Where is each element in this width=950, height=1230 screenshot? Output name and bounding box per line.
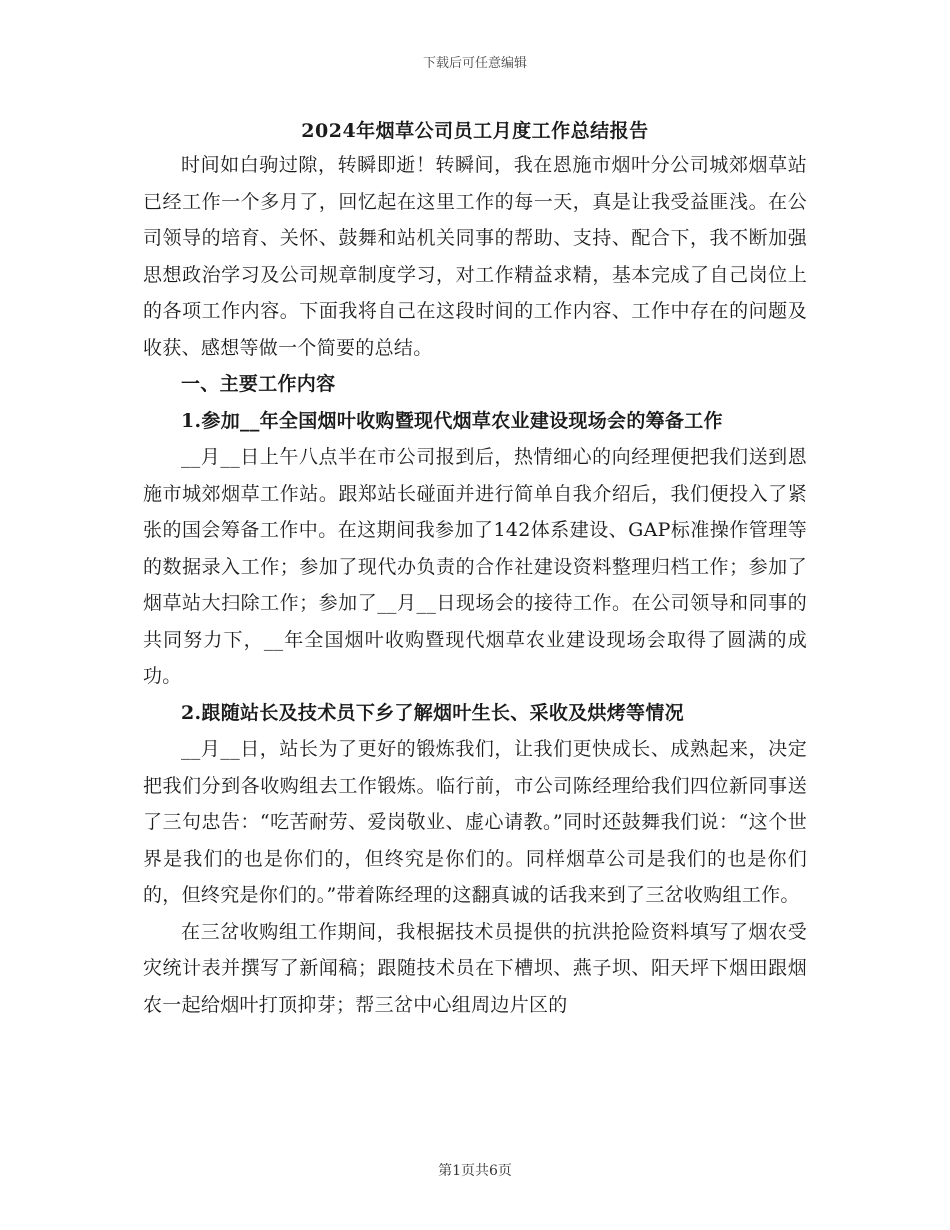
subheading-conference-preparation: 1.参加__年全国烟叶收购暨现代烟草农业建设现场会的筹备工作 [181, 409, 723, 432]
page-header-note: 下载后可任意编辑 [422, 56, 527, 71]
paragraph-intro: 时间如白驹过隙，转瞬即逝！转瞬间，我在恩施市烟叶分公司城郊烟草站已经工作一个多月了，回忆起在这里工作的每一天，真是让我受益匪浅。在公司领导的培育、关怀、鼓舞和站机关同事的帮助、支持、配合下，我不断加强思想政治学习及公司规章制度学习，对工作精益求精，基本完成了自己岗位上的各项工作内容。下面我将自己在这段时间的工作内容、工作中存在的问题及收获、感想等做一个简要的总结。 [143, 154, 807, 359]
section-heading-main-work: 一、主要工作内容 [181, 373, 336, 395]
document-title: 2024年烟草公司员工月度工作总结报告 [301, 120, 649, 142]
paragraph-conference-preparation: __月__日上午八点半在市公司报到后，热情细心的向经理便把我们送到恩施市城郊烟草工作站。跟郑站长碰面并进行简单自我介绍后，我们便投入了紧张的国会筹备工作中。在这期间我参加了142体系建设、GAP标准操作管理等的数据录入工作；参加了现代办负责的合作社建设资料整理归档工作；参加了烟草站大扫除工作；参加了__月__日现场会的接待工作。在公司领导和同事的共同努力下，__年全国烟叶收购暨现代烟草农业建设现场会取得了圆满的成功。 [143, 446, 807, 687]
subheading-field-work: 2.跟随站长及技术员下乡了解烟叶生长、采收及烘烤等情况 [181, 701, 684, 724]
page-number: 第1页共6页 [438, 1163, 512, 1179]
paragraph-sancha-group: 在三岔收购组工作期间，我根据技术员提供的抗洪抢险资料填写了烟农受灾统计表并撰写了新闻稿；跟随技术员在下槽坝、燕子坝、阳天坪下烟田跟烟农一起给烟叶打顶抑芽；帮三岔中心组周边片区的 [143, 920, 807, 1016]
paragraph-field-work: __月__日，站长为了更好的锻炼我们，让我们更快成长、成熟起来，决定把我们分到各收购组去工作锻炼。临行前，市公司陈经理给我们四位新同事送了三句忠告：“吃苦耐劳、爱岗敬业、虚心请教。”同时还鼓舞我们说：“这个世界是我们的也是你们的，但终究是你们的。同样烟草公司是我们的也是你们的，但终究是你们的。”带着陈经理的这翻真诚的话我来到了三岔收购组工作。 [143, 738, 807, 906]
document-body [143, 147, 807, 1023]
